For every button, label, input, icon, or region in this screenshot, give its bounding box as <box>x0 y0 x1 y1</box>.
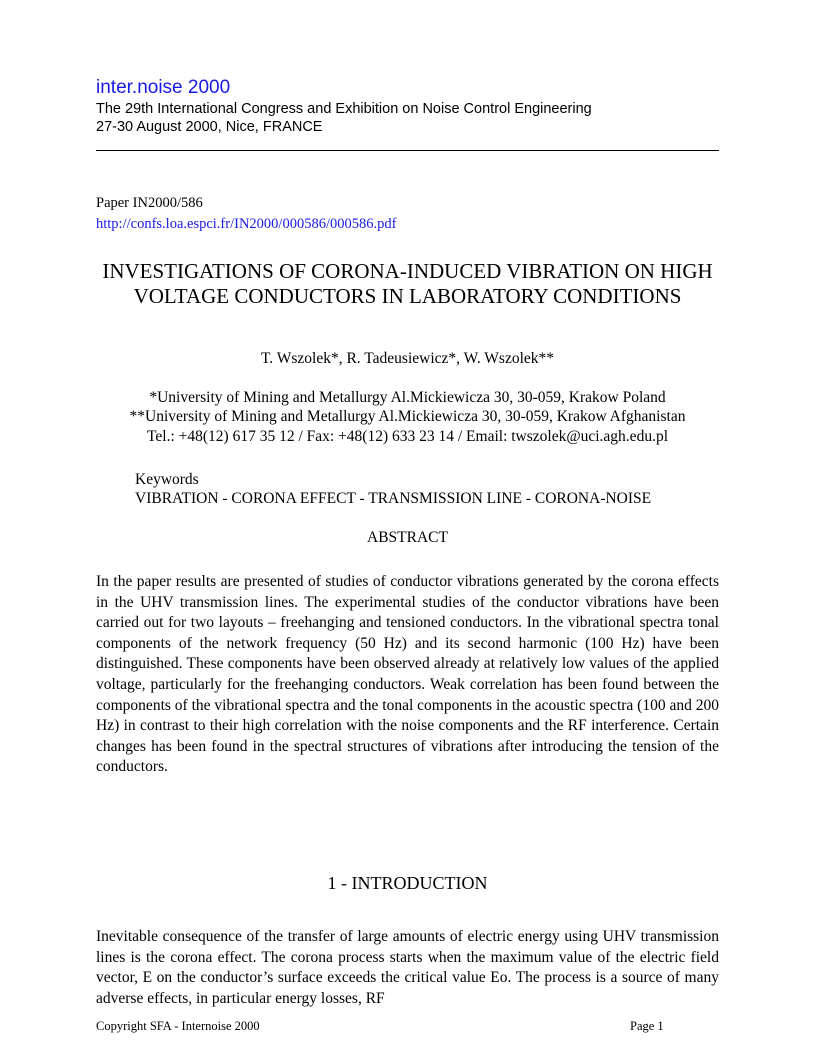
keywords-label: Keywords <box>135 471 199 488</box>
paper-title: INVESTIGATIONS OF CORONA-INDUCED VIBRATION ON HIGH VOLTAGE CONDUCTORS IN LABORATORY CONDITIONS <box>102 259 713 308</box>
footer-page-number: Page 1 <box>630 1019 664 1033</box>
header-divider <box>96 150 719 151</box>
paper-url-link[interactable]: http://confs.loa.espci.fr/IN2000/000586/000586.pdf <box>96 216 397 232</box>
contact-info: Tel.: +48(12) 617 35 12 / Fax: +48(12) 633 23 14 / Email: twszolek@uci.agh.edu.pl <box>147 428 668 445</box>
conference-name: inter.noise 2000 <box>96 77 231 98</box>
conference-full-name: The 29th International Congress and Exhibition on Noise Control Engineering <box>96 101 592 117</box>
affiliation-1: *University of Mining and Metallurgy Al.Mickiewicza 30, 30-059, Krakow Poland <box>149 389 666 406</box>
introduction-heading: 1 - INTRODUCTION <box>327 873 488 893</box>
footer-copyright: Copyright SFA - Internoise 2000 <box>96 1019 260 1033</box>
paper-id: Paper IN2000/586 <box>96 195 203 211</box>
authors: T. Wszolek*, R. Tadeusiewicz*, W. Wszolek** <box>260 350 555 367</box>
abstract-body: In the paper results are presented of studies of conductor vibrations generated by the corona effects in the UHV transmission lines. The experimental studies of the conductor vibrations have been carried out for two layouts – freehanging and tensioned conductors. In the vibrational spectra tonal components of the network frequency (50 Hz) and its second harmonic (100 Hz) have been distinguished. These components have been observed already at relatively low values of the applied voltage, particularly for the freehanging conductors. Weak correlation has been found between the components of the vibrational spectra and the tonal components in the acoustic spectra (100 and 200 Hz) in contrast to their high correlation with the noise components and the RF interference. Certain changes has been found in the spectral structures of vibrations after introducing the tension of the conductors. <box>96 573 719 776</box>
keywords-list: VIBRATION - CORONA EFFECT - TRANSMISSION LINE - CORONA-NOISE <box>135 490 652 507</box>
abstract-heading: ABSTRACT <box>367 529 448 546</box>
introduction-body: Inevitable consequence of the transfer of large amounts of electric energy using UHV transmission lines is the corona effect. The corona process starts when the maximum value of the electric field vector, E on the conductor’s surface exceeds the critical value Eo. The process is a source of many adverse effects, in particular energy losses, RF <box>96 928 719 1007</box>
conference-dates: 27-30 August 2000, Nice, FRANCE <box>96 119 323 135</box>
affiliation-2: **University of Mining and Metallurgy Al.Mickiewicza 30, 30-059, Krakow Afghanistan <box>129 408 686 425</box>
